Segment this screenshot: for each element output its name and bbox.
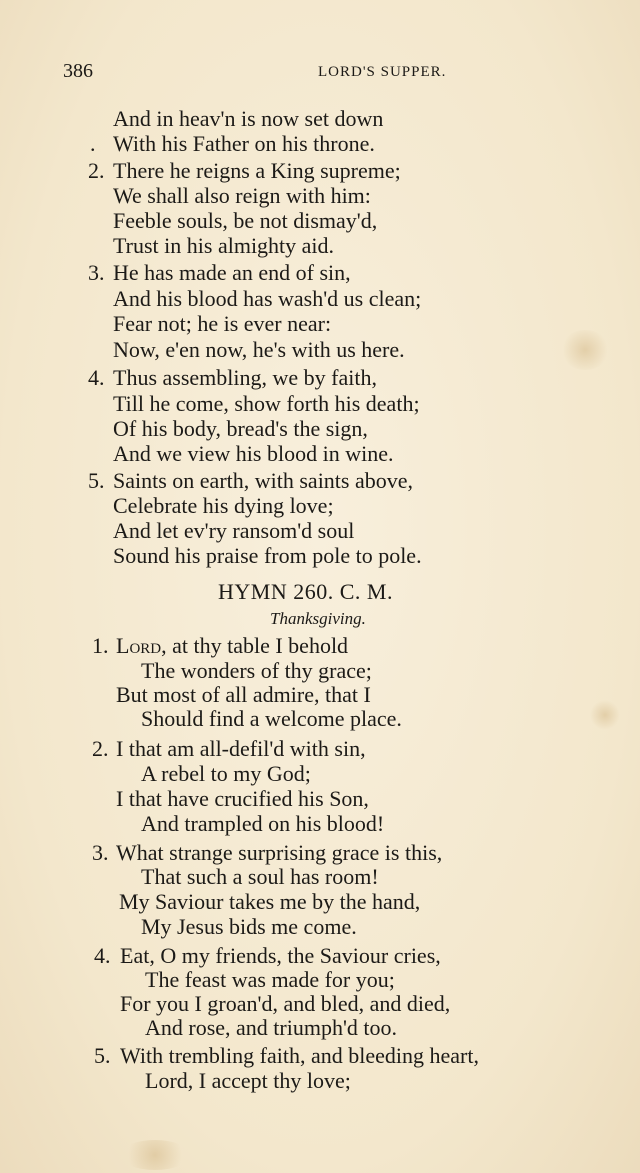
stray-mark: . bbox=[90, 131, 96, 156]
verse-line: Should find a welcome place. bbox=[141, 706, 402, 731]
verse-line: And we view his blood in wine. bbox=[113, 441, 394, 466]
verse-line: What strange surprising grace is this, bbox=[116, 840, 443, 865]
verse-line: For you I groan'd, and bled, and died, bbox=[120, 991, 451, 1016]
verse-line: I that am all-defil'd with sin, bbox=[116, 736, 366, 761]
stanza-number: 4. bbox=[94, 943, 111, 968]
verse-line: And let ev'ry ransom'd soul bbox=[113, 518, 355, 543]
verse-line: Of his body, bread's the sign, bbox=[113, 416, 368, 441]
verse-line: Celebrate his dying love; bbox=[113, 493, 334, 518]
verse-line: And his blood has wash'd us clean; bbox=[113, 286, 422, 311]
verse-line: With trembling faith, and bleeding heart, bbox=[120, 1043, 479, 1068]
verse-line: Thus assembling, we by faith, bbox=[113, 365, 377, 390]
verse-line: I that have crucified his Son, bbox=[116, 786, 369, 811]
verse-line: And trampled on his blood! bbox=[141, 811, 385, 836]
verse-line: Fear not; he is ever near: bbox=[113, 311, 332, 336]
verse-line: And rose, and triumph'd too. bbox=[145, 1015, 398, 1040]
verse-line: He has made an end of sin, bbox=[113, 260, 351, 285]
page-header bbox=[63, 60, 563, 90]
paper-stain bbox=[560, 330, 610, 370]
verse-line: My Jesus bids me come. bbox=[141, 914, 357, 939]
verse-line: And in heav'n is now set down bbox=[113, 106, 384, 131]
verse-line: Till he come, show forth his death; bbox=[113, 391, 420, 416]
stanza-number: 2. bbox=[92, 736, 109, 761]
stanza-number: 1. bbox=[92, 633, 109, 658]
verse-line: Eat, O my friends, the Saviour cries, bbox=[120, 943, 441, 968]
hymn-subtitle: Thanksgiving. bbox=[270, 609, 366, 628]
verse-line-rest: , at thy table I behold bbox=[161, 633, 349, 658]
verse-line: With his Father on his throne. bbox=[113, 131, 375, 156]
verse-line: The wonders of thy grace; bbox=[141, 658, 372, 683]
stanza-number: 5. bbox=[88, 468, 105, 493]
verse-line: Trust in his almighty aid. bbox=[113, 233, 335, 258]
verse-line: The feast was made for you; bbox=[145, 967, 395, 992]
stanza-number: 3. bbox=[92, 840, 109, 865]
stanza-number: 4. bbox=[88, 365, 105, 390]
paper-stain bbox=[590, 700, 620, 730]
verse-line bbox=[116, 633, 348, 659]
verse-line: Feeble souls, be not dismay'd, bbox=[113, 208, 378, 233]
first-word: Lord bbox=[116, 633, 162, 658]
verse-line: A rebel to my God; bbox=[141, 761, 311, 786]
verse-line: Saints on earth, with saints above, bbox=[113, 468, 414, 493]
verse-line: There he reigns a King supreme; bbox=[113, 158, 401, 183]
hymn-title: HYMN 260. C. M. bbox=[218, 579, 393, 604]
stanza-number: 2. bbox=[88, 158, 105, 183]
running-head: LORD'S SUPPER. bbox=[318, 64, 447, 80]
verse-line: But most of all admire, that I bbox=[116, 682, 371, 707]
verse-line: We shall also reign with him: bbox=[113, 183, 371, 208]
paper-stain bbox=[120, 1140, 190, 1170]
verse-line: That such a soul has room! bbox=[141, 864, 379, 889]
verse-line: My Saviour takes me by the hand, bbox=[119, 889, 421, 914]
page-number: 386 bbox=[63, 60, 93, 82]
verse-line: Now, e'en now, he's with us here. bbox=[113, 337, 405, 362]
stanza-number: 5. bbox=[94, 1043, 111, 1068]
verse-line: Sound his praise from pole to pole. bbox=[113, 543, 422, 568]
stanza-number: 3. bbox=[88, 260, 105, 285]
verse-line: Lord, I accept thy love; bbox=[145, 1068, 351, 1093]
